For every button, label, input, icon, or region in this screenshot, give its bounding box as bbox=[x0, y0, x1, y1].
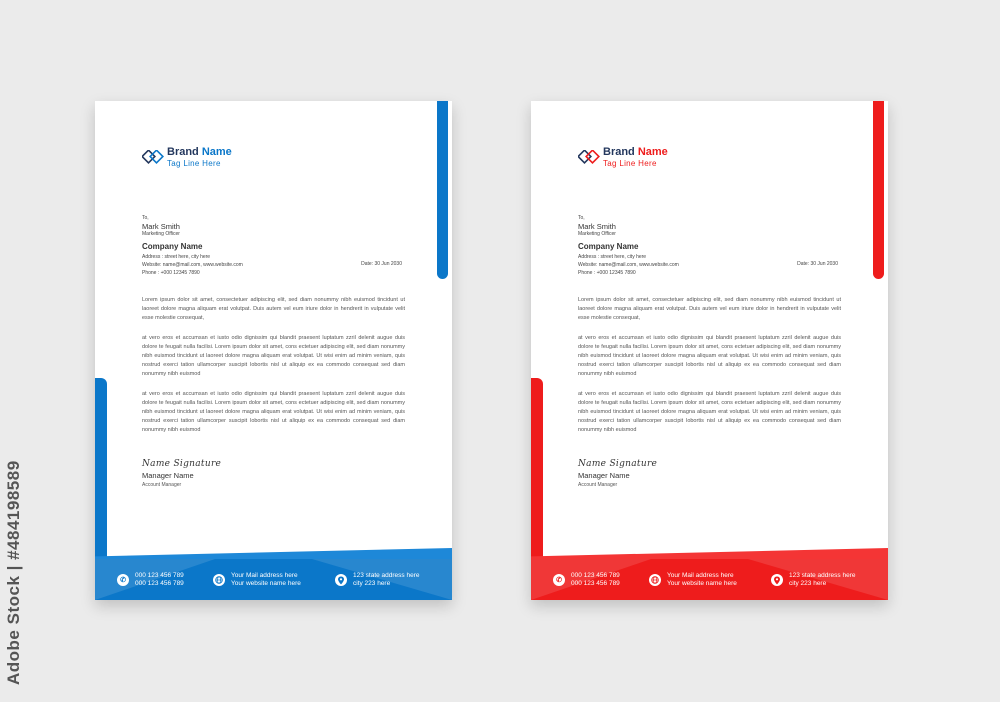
contact-details bbox=[142, 253, 243, 277]
recipient-name: Mark Smith bbox=[578, 222, 616, 231]
contact-address: Address : street here, city here bbox=[578, 254, 647, 260]
footer-address-1: 123 state address here bbox=[353, 572, 420, 579]
body-paragraph: at vero eros et accumsan et iusto odio dignissim qui blandit praesent luptatum zzril delenit augue duis dolore te feugait nulla facilisi. Lorem ipsum dolor sit amet, cons ectetuer adipiscing elit, sed diam nonummy nibh euismod tincidunt ut laoreet dolore magna aliquam erat volutpat. Ut wisi enim ad minim veniam, quis nostrud exerci tation ullamcorper suscipit lobortis nisl ut aliquip ex ea commodo consequat sed diam nonummy nibh euismod bbox=[142, 335, 405, 377]
footer-mail: Your Mail address here bbox=[231, 572, 298, 579]
body-paragraph: Lorem ipsum dolor sit amet, consectetuer adipiscing elit, sed diam nonummy nibh euismod tincidunt ut laoreet dolore magna aliquam erat volutpat. Duis autem vel eum iriure dolor in hendrerit in vulputate velit esse molestie consequat, bbox=[578, 297, 841, 321]
letterhead-red bbox=[531, 101, 888, 600]
globe-icon bbox=[649, 574, 661, 586]
phone-icon: ✆ bbox=[117, 574, 129, 586]
recipient-block bbox=[142, 215, 180, 238]
company-name: Company Name bbox=[578, 242, 639, 251]
diamond-logo-icon bbox=[142, 150, 164, 164]
manager-position: Account Manager bbox=[578, 482, 618, 488]
manager-name: Manager Name bbox=[142, 471, 194, 480]
signature-block bbox=[142, 459, 221, 488]
manager-name: Manager Name bbox=[578, 471, 630, 480]
footer-web bbox=[213, 569, 301, 591]
footer-address bbox=[771, 569, 856, 591]
footer-phone-2: 000 123 456 789 bbox=[571, 580, 620, 587]
footer-address-2: city 223 here bbox=[789, 580, 827, 587]
phone-icon: ✆ bbox=[553, 574, 565, 586]
signature-block bbox=[578, 459, 657, 488]
signature-script: Name Signature bbox=[142, 459, 222, 469]
recipient-name: Mark Smith bbox=[142, 222, 180, 231]
brand-name: Brand Name bbox=[167, 146, 232, 158]
footer-website: Your website name here bbox=[667, 580, 737, 587]
contact-website: Website: name@mail.com, www.website.com bbox=[578, 262, 679, 268]
footer-phone-1: 000 123 456 789 bbox=[135, 572, 184, 579]
to-label: To, bbox=[142, 215, 149, 221]
footer-mail: Your Mail address here bbox=[667, 572, 734, 579]
brand-tagline: Tag Line Here bbox=[603, 159, 657, 168]
stock-image-id: Adobe Stock | #484198589 bbox=[4, 460, 23, 685]
accent-bar-top bbox=[437, 101, 448, 279]
footer-phone-2: 000 123 456 789 bbox=[135, 580, 184, 587]
contact-phone: Phone : +000 12345 7890 bbox=[578, 270, 636, 276]
location-pin-icon bbox=[771, 574, 783, 586]
contact-address: Address : street here, city here bbox=[142, 254, 211, 260]
brand-tagline: Tag Line Here bbox=[167, 159, 221, 168]
footer-address-2: city 223 here bbox=[353, 580, 391, 587]
letterhead-footer bbox=[531, 559, 888, 600]
contact-website: Website: name@mail.com, www.website.com bbox=[142, 262, 243, 268]
globe-icon bbox=[213, 574, 225, 586]
manager-position: Account Manager bbox=[142, 482, 182, 488]
body-paragraph: at vero eros et accumsan et iusto odio dignissim qui blandit praesent luptatum zzril delenit augue duis dolore te feugait nulla facilisi. Lorem ipsum dolor sit amet, cons ectetuer adipiscing elit, sed diam nonummy nibh euismod tincidunt ut laoreet dolore magna aliquam erat volutpat. Ut wisi enim ad minim veniam, quis nostrud exerci tation ullamcorper suscipit lobortis nisl ut aliquip ex ea commodo consequat sed diam nonummy nibh euismod bbox=[578, 335, 841, 377]
footer-website: Your website name here bbox=[231, 580, 301, 587]
letter-date: Date: 30 Jun 2030 bbox=[797, 261, 838, 267]
brand-name: Brand Name bbox=[603, 146, 668, 158]
footer-address bbox=[335, 569, 420, 591]
body-paragraph: at vero eros et accumsan et iusto odio dignissim qui blandit praesent luptatum zzril delenit augue duis dolore te feugait nulla facilisi. Lorem ipsum dolor sit amet, cons ectetuer adipiscing elit, sed diam nonummy nibh euismod tincidunt ut laoreet dolore magna aliquam erat volutpat. Ut wisi enim ad minim veniam, quis nostrud exerci tation ullamcorper suscipit lobortis nisl ut aliquip ex ea commodo consequat sed diam nonummy nibh euismod bbox=[578, 391, 841, 433]
footer-phone bbox=[117, 569, 184, 591]
diamond-logo-icon bbox=[578, 150, 600, 164]
contact-phone: Phone : +000 12345 7890 bbox=[142, 270, 200, 276]
letterhead-blue bbox=[95, 101, 452, 600]
recipient-title: Marketing Officer bbox=[578, 231, 616, 237]
location-pin-icon bbox=[335, 574, 347, 586]
signature-script: Name Signature bbox=[578, 459, 658, 469]
contact-details bbox=[578, 253, 679, 277]
footer-address-1: 123 state address here bbox=[789, 572, 856, 579]
letterhead-footer bbox=[95, 559, 452, 600]
footer-web bbox=[649, 569, 737, 591]
company-name: Company Name bbox=[142, 242, 203, 251]
body-paragraph: Lorem ipsum dolor sit amet, consectetuer adipiscing elit, sed diam nonummy nibh euismod tincidunt ut laoreet dolore magna aliquam erat volutpat. Duis autem vel eum iriure dolor in hendrerit in vulputate velit esse molestie consequat, bbox=[142, 297, 405, 321]
footer-phone-1: 000 123 456 789 bbox=[571, 572, 620, 579]
recipient-block bbox=[578, 215, 616, 238]
body-paragraph: at vero eros et accumsan et iusto odio dignissim qui blandit praesent luptatum zzril delenit augue duis dolore te feugait nulla facilisi. Lorem ipsum dolor sit amet, cons ectetuer adipiscing elit, sed diam nonummy nibh euismod tincidunt ut laoreet dolore magna aliquam erat volutpat. Ut wisi enim ad minim veniam, quis nostrud exerci tation ullamcorper suscipit lobortis nisl ut aliquip ex ea commodo consequat sed diam nonummy nibh euismod bbox=[142, 391, 405, 433]
letter-date: Date: 30 Jun 2030 bbox=[361, 261, 402, 267]
to-label: To, bbox=[578, 215, 585, 221]
footer-phone bbox=[553, 569, 620, 591]
accent-bar-top bbox=[873, 101, 884, 279]
recipient-title: Marketing Officer bbox=[142, 231, 180, 237]
